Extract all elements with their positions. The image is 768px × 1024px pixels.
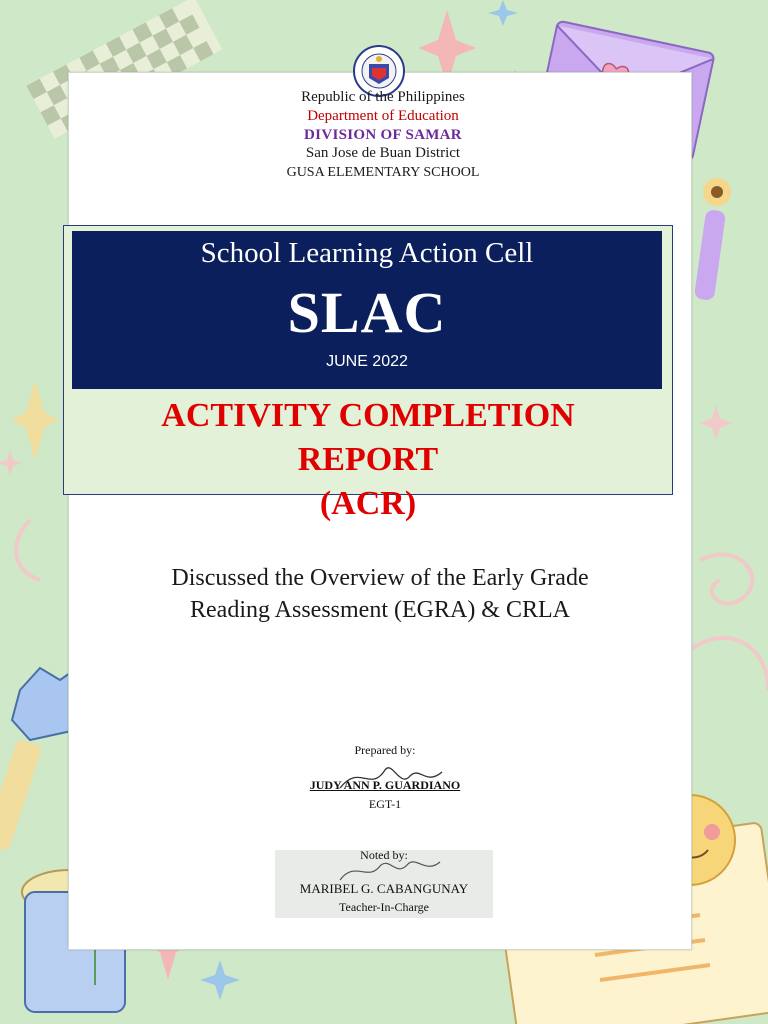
header-school: GUSA ELEMENTARY SCHOOL (286, 165, 480, 180)
header-republic: Republic of the Philippines (301, 89, 465, 105)
header-district: San Jose de Buan District (305, 145, 461, 161)
topic-line2: Reading Assessment (EGRA) & CRLA (190, 597, 570, 623)
banner-subtitle: School Learning Action Cell (200, 237, 534, 269)
prepared-by-label: Prepared by: (354, 743, 416, 757)
title-box (63, 225, 673, 522)
noted-by-position: Teacher-In-Charge (339, 900, 429, 914)
report-title-line3: (ACR) (319, 485, 417, 522)
report-title-line1: ACTIVITY COMPLETION (161, 397, 575, 434)
prepared-by-position: EGT-1 (368, 797, 402, 811)
report-title-line2: REPORT (297, 441, 439, 478)
activity-topic (110, 562, 650, 626)
topic-line1: Discussed the Overview of the Early Grade (171, 565, 589, 591)
report-title-clip (64, 226, 672, 522)
header-division: DIVISION OF SAMAR (304, 127, 462, 143)
prepared-by-name: JUDY ANN P. GUARDIANO (309, 778, 461, 792)
header-department: Department of Education (307, 108, 459, 124)
banner-title: SLAC (287, 280, 447, 345)
noted-by-name: MARIBEL G. CABANGUNAY (299, 881, 469, 896)
report-title (64, 394, 672, 526)
noted-by-label: Noted by: (360, 848, 408, 862)
banner-date: JUNE 2022 (326, 353, 408, 370)
